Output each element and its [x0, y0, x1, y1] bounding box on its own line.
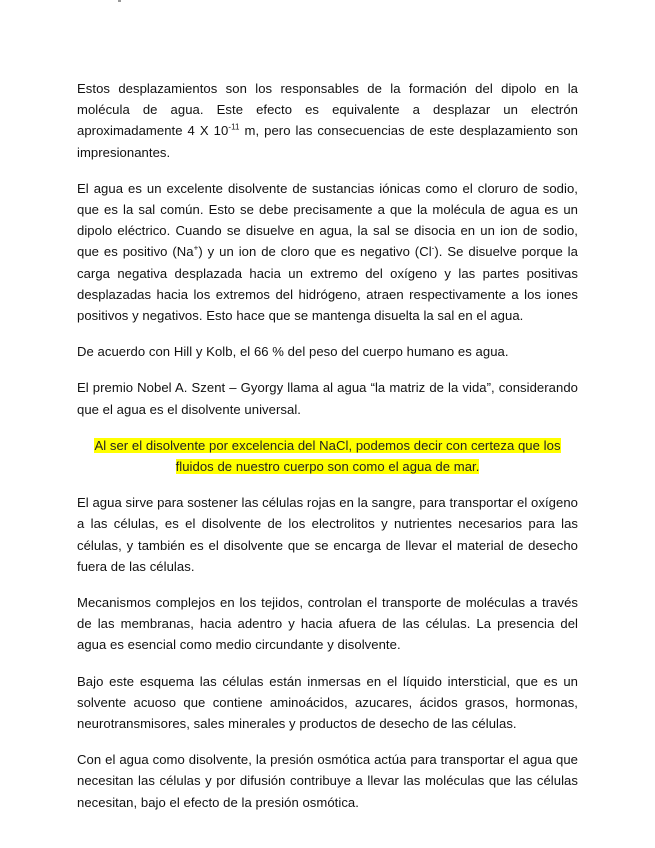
highlighted-paragraph	[77, 435, 578, 477]
paragraph-solvent	[77, 178, 578, 326]
paragraph-text: Estos desplazamientos son los responsables de la formación del dipolo en la molécula de agua. Este efecto es equivalente a desplazar un electrón aproximadamente 4 X 10	[77, 81, 578, 139]
paragraph-dipole	[77, 78, 578, 163]
highlighted-text: Al ser el disolvente por excelencia del NaCl, podemos decir con certeza que los fluidos de nuestro cuerpo son como el agua de mar.	[94, 437, 561, 475]
paragraph-osmotic: Con el agua como disolvente, la presión osmótica actúa para transportar el agua que necesitan las células y por difusión contribuye a llevar las moléculas que las células necesitan, bajo el efecto de la presión osmótica.	[77, 752, 578, 810]
paragraph-interstitial: Bajo este esquema las células están inmersas en el líquido intersticial, que es un solvente acuoso que contiene aminoácidos, azucares, ácidos grasos, hormonas, neurotransmisores, sales minerales y productos de desecho de las células.	[77, 673, 578, 732]
paragraph-text: ) y un ion de cloro que es negativo (Cl	[198, 244, 432, 260]
paragraph-text: m, pero las consecuencias de este desplazamiento son impresionantes.	[77, 123, 579, 160]
exponent: -11	[228, 123, 240, 133]
paragraph-hill-kolb: De acuerdo con Hill y Kolb, el 66 % del peso del cuerpo humano es agua.	[77, 344, 509, 360]
paragraph-nobel: El premio Nobel A. Szent – Gyorgy llama al agua “la matriz de la vida”, considerando que el agua es el disolvente universal.	[77, 380, 578, 417]
paragraph-text: El agua es un excelente disolvente de sustancias iónicas como el cloruro de sodio, que es la sal común. Esto se debe precisamente a que la molécula de agua es un dipolo eléctrico. Cuando se disuelve en agua, la sal se disocia en un ion de sodio, que es positivo (Na	[77, 180, 578, 260]
paragraph-mechanisms: Mecanismos complejos en los tejidos, controlan el transporte de moléculas a través de las membranas, hacia adentro y hacia afuera de las células. La presencia del agua es esencial como medio circundante y disolvente.	[77, 595, 578, 653]
ion-charge: +	[193, 244, 199, 254]
paragraph-red-cells: El agua sirve para sostener las células rojas en la sangre, para transportar el oxígeno a las células, es el disolvente de los electrolitos y nutrientes necesarios para las células, y también es el disolvente que se encarga de llevar el material de desecho fuera de las células.	[77, 495, 578, 574]
ion-charge: -	[431, 244, 435, 254]
page-edge-mark	[118, 0, 121, 2]
document-page	[77, 78, 578, 828]
paragraph-text: ). Se disuelve porque la carga negativa desplazada hacia un extremo del oxígeno y las partes positivas desplazadas hacia los extremos del hidrógeno, atraen respectivamente a los iones positivos y negativos. Esto hace que se mantenga disuelta la sal en el agua.	[77, 244, 578, 324]
